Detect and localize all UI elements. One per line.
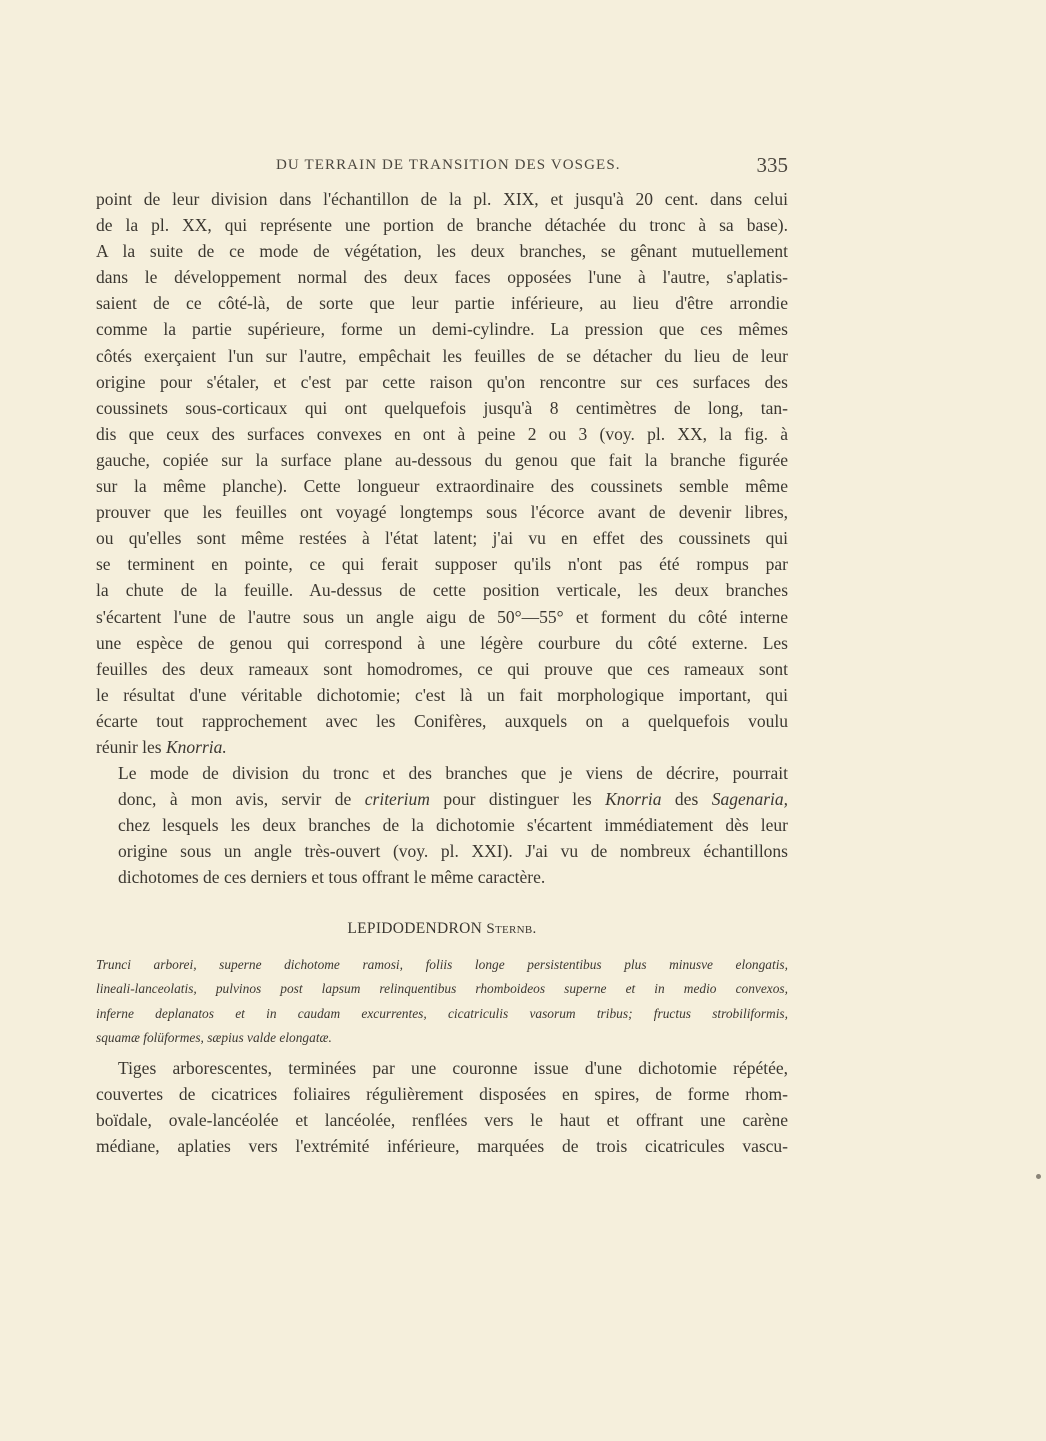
diagnosis-line: inferne deplanatos et in caudam excurrentes, cicatriculis vasorum tribus; fructus strobiliformis, [96, 1005, 788, 1021]
genus-author: Sternb. [486, 921, 537, 937]
text-line: sur la même planche). Cette longueur extraordinaire des coussinets semble même [96, 476, 788, 497]
text-line: se terminent en pointe, ce qui ferait supposer qu'ils n'ont pas été rompus par [96, 554, 788, 575]
text-line: couvertes de cicatrices foliaires régulièrement disposées en spires, de forme rhom- [96, 1084, 788, 1105]
taxon-name: Knorria [605, 789, 662, 810]
text-line: prouver que les feuilles ont voyagé longtemps sous l'écorce avant de devenir libres, [96, 502, 788, 523]
text-run: pour distinguer les [429, 789, 606, 810]
text-run: donc, à mon avis, servir de [118, 789, 365, 810]
latin-term: criterium [364, 789, 430, 810]
diagnosis-line: squamæ folüformes, sæpius valde elongatæ. [96, 1030, 332, 1046]
diagnosis-line: Trunci arborei, superne dichotome ramosi, foliis longe persistentibus plus minusve elongatis, [96, 957, 788, 972]
text-line: médiane, aplaties vers l'extrémité inférieure, marquées de trois cicatricules vascu- [96, 1136, 788, 1157]
latin-diagnosis [96, 953, 788, 1051]
taxon-name: Sagenaria, [711, 789, 789, 810]
text-line: écarte tout rapprochement avec les Conifères, auxquels on a quelquefois voulu [96, 710, 788, 731]
text-line: s'écartent l'une de l'autre sous un angle aigu de 50°—55° et forment du côté interne [96, 606, 788, 627]
text-line: dans le développement normal des deux faces opposées l'une à l'autre, s'aplatis- [96, 267, 788, 288]
text-line: saient de ce côté-là, de sorte que leur partie inférieure, au lieu d'être arrondie [96, 293, 788, 314]
genus-name: LEPIDODENDRON [347, 920, 483, 937]
section-heading [96, 920, 788, 938]
text-line: côtés exerçaient l'un sur l'autre, empêchait les feuilles de se détacher du lieu de leur [96, 345, 788, 366]
text-line: une espèce de genou qui correspond à une légère courbure du côté externe. Les [96, 632, 788, 653]
text-line: point de leur division dans l'échantillon de la pl. XIX, et jusqu'à 20 cent. dans celui [96, 189, 788, 209]
text-line: la chute de la feuille. Au-dessus de cette position verticale, les deux branches [96, 580, 788, 601]
text-line: Le mode de division du tronc et des branches que je viens de décrire, pourrait [118, 763, 788, 784]
text-line: feuilles des deux rameaux sont homodromes, ce qui prouve que ces rameaux sont [96, 658, 788, 679]
text-line: chez lesquels les deux branches de la dichotomie s'écartent immédiatement dès leur [118, 815, 788, 836]
paragraph-criterium [96, 760, 788, 890]
text-line [96, 786, 788, 812]
text-line: comme la partie supérieure, forme un demi-cylindre. La pression que ces mêmes [96, 319, 788, 340]
text-line: origine sous un angle très-ouvert (voy. pl. XXI). J'ai vu de nombreux échantillons [118, 841, 788, 862]
description-text [96, 1055, 788, 1159]
page-margin-mark [1036, 1174, 1041, 1179]
text-line: origine pour s'étaler, et c'est par cette raison qu'on rencontre sur ces surfaces des [96, 371, 788, 392]
text-line: gauche, copiée sur la surface plane au-dessous du genou que fait la branche figurée [96, 449, 788, 470]
text-line: de la pl. XX, qui représente une portion de branche détachée du tronc à sa base). [96, 215, 788, 236]
diagnosis-line: lineali-lanceolatis, pulvinos post lapsum relinquentibus rhomboideos superne et in medio convexos, [96, 981, 788, 997]
taxon-name: Knorria. [165, 736, 227, 757]
text-run: des [661, 789, 712, 810]
body-text [96, 186, 788, 891]
diagnosis-text [96, 953, 788, 1051]
genus-description [96, 1055, 788, 1159]
text-line: coussinets sous-corticaux qui ont quelquefois jusqu'à 8 centimètres de long, tan- [96, 397, 788, 418]
running-title: DU TERRAIN DE TRANSITION DES VOSGES. [276, 157, 621, 173]
text-line: ou qu'elles sont même restées à l'état latent; j'ai vu en effet des coussinets qui [96, 528, 788, 549]
text-line [96, 734, 788, 760]
paragraph-continued [96, 186, 788, 760]
text-line: Tiges arborescentes, terminées par une couronne issue d'une dichotomie répétée, [118, 1058, 788, 1078]
running-header [96, 153, 788, 177]
text-run: réunir les [96, 736, 166, 757]
text-line: dis que ceux des surfaces convexes en ont à peine 2 ou 3 (voy. pl. XX, la fig. à [96, 423, 788, 444]
text-line: boïdale, ovale-lancéolée et lancéolée, renflées vers le haut et offrant une carène [96, 1110, 788, 1131]
text-line: le résultat d'une véritable dichotomie; c'est là un fait morphologique important, qui [96, 684, 788, 705]
text-line: dichotomes de ces derniers et tous offrant le même caractère. [118, 867, 546, 888]
page-number: 335 [756, 153, 788, 177]
text-line: A la suite de ce mode de végétation, les deux branches, se gênant mutuellement [96, 241, 788, 262]
